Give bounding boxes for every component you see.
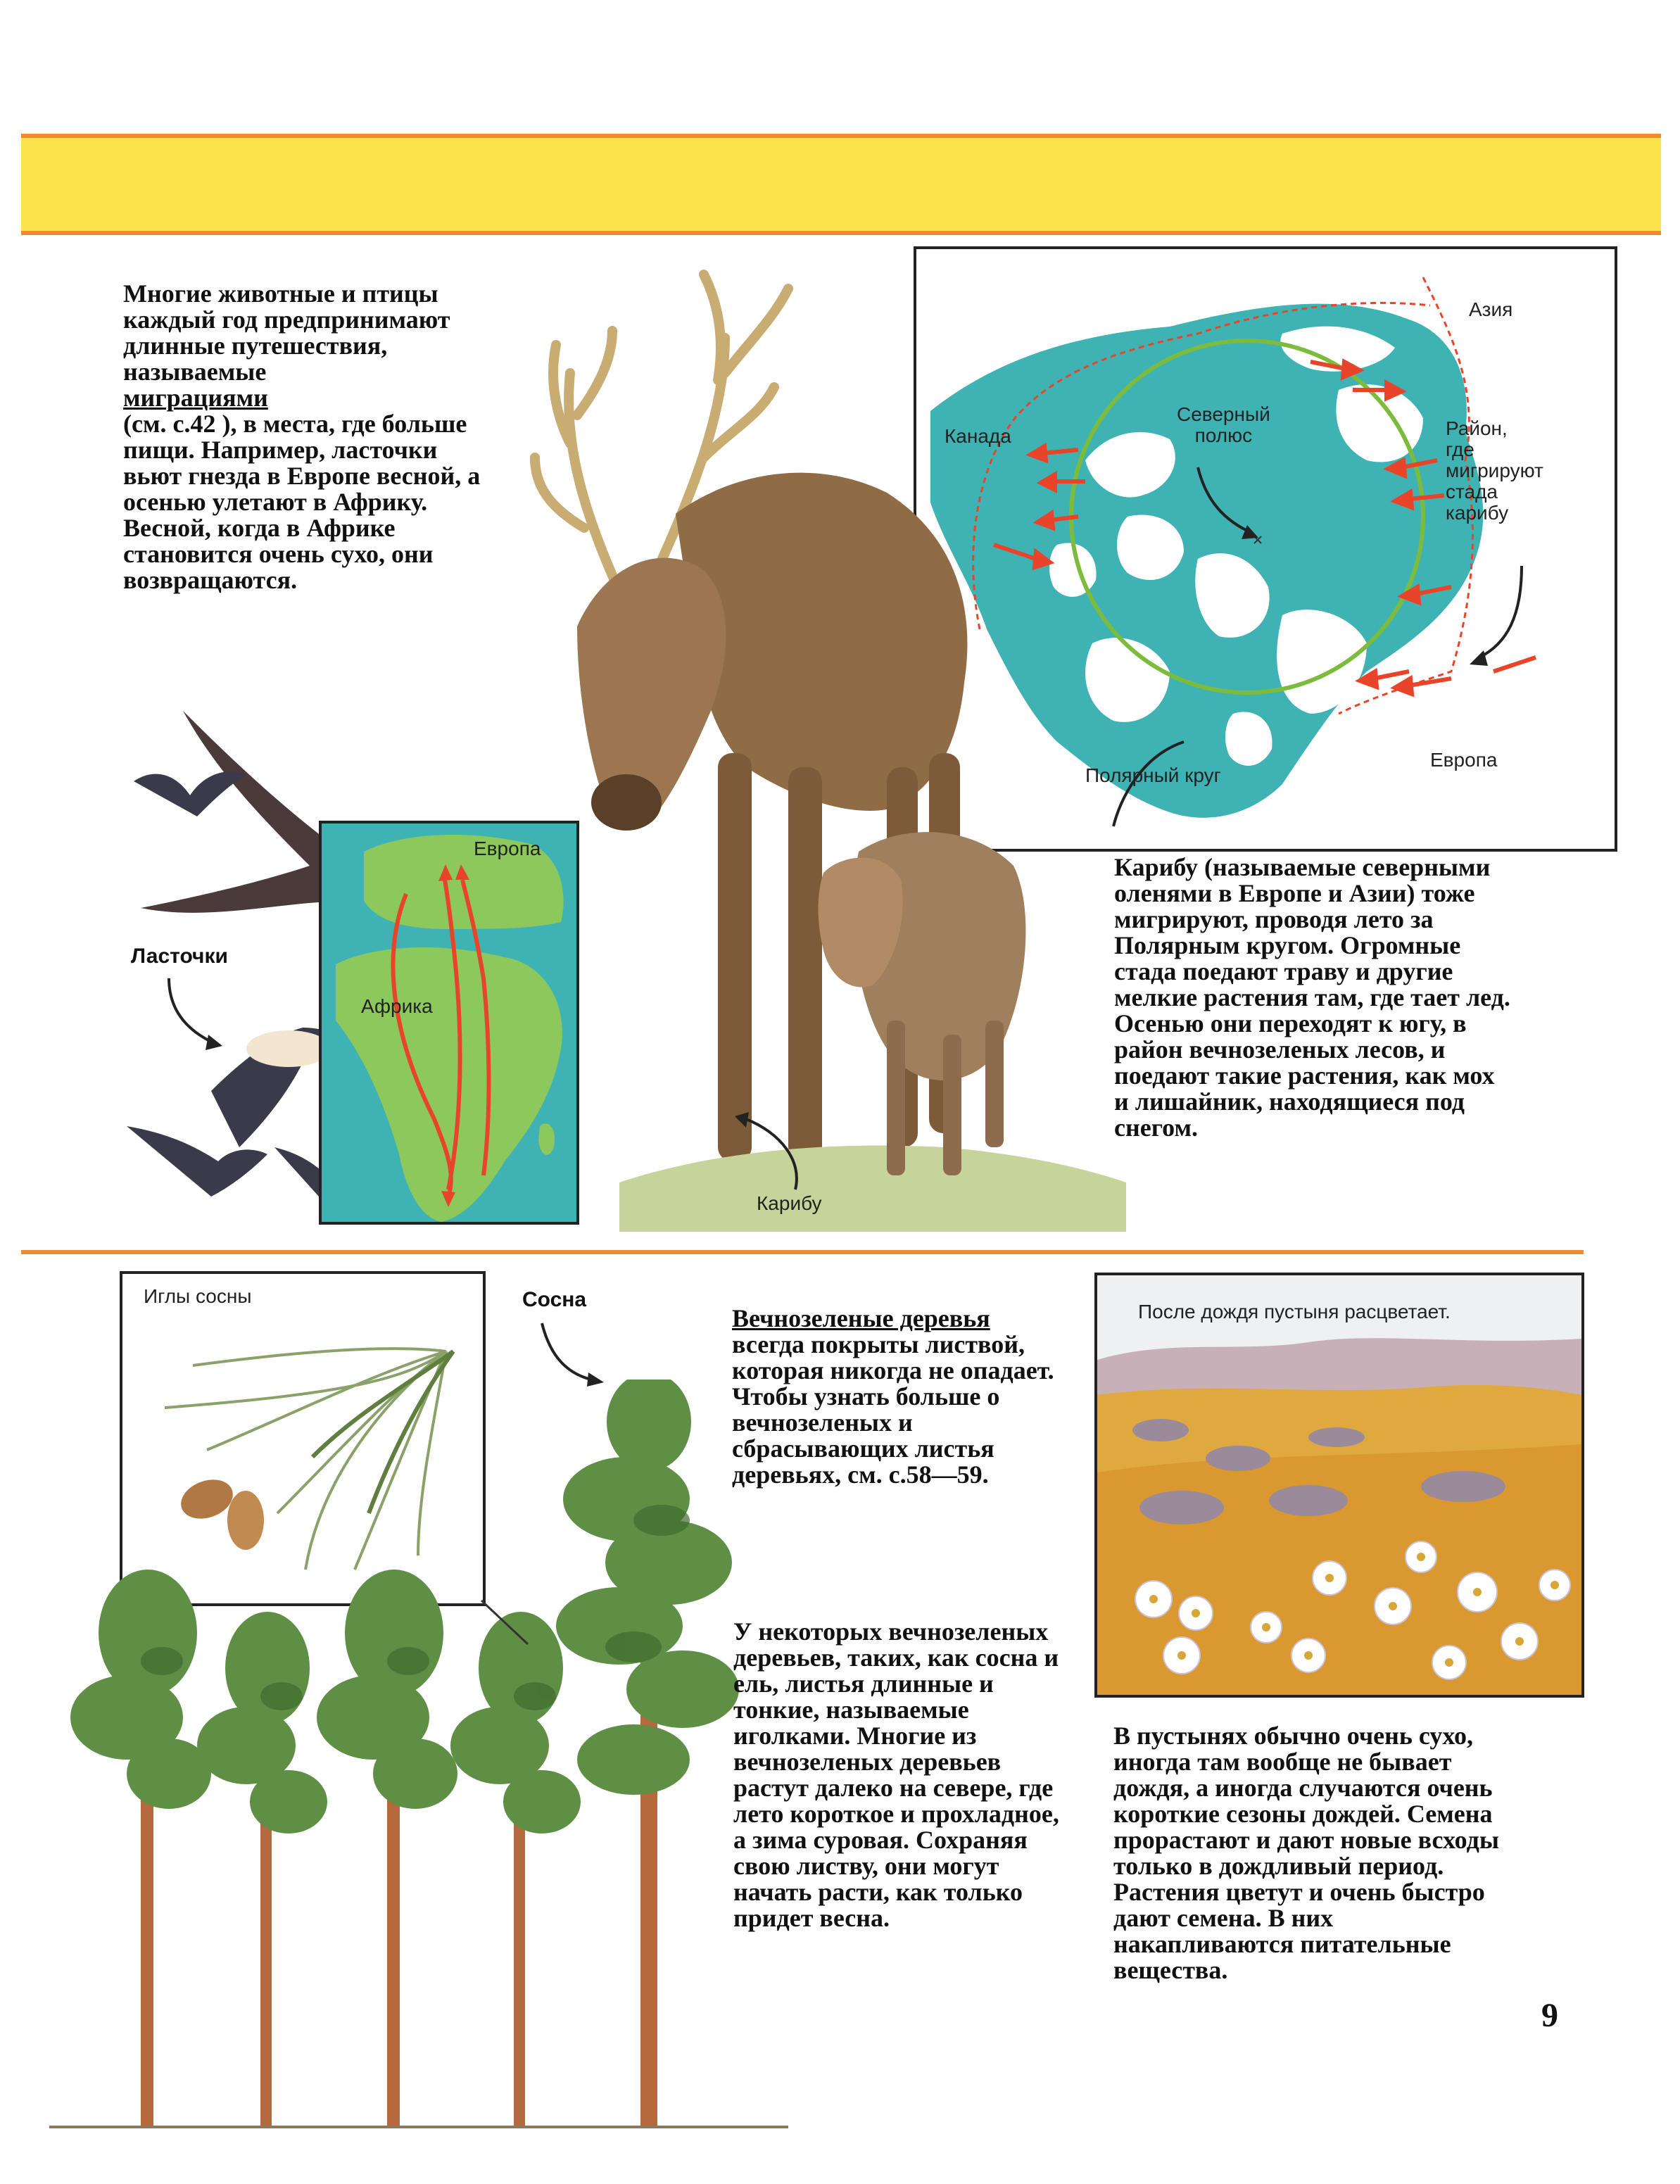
caribou-label: Карибу xyxy=(757,1192,822,1214)
canada-label: Канада xyxy=(945,425,1011,447)
pine-label: Сосна xyxy=(522,1288,587,1311)
asia-label: Азия xyxy=(1469,298,1513,320)
evergreen-term: Вечнозеленые деревья xyxy=(732,1304,990,1332)
pine-needles-label: Иглы сосны xyxy=(144,1285,252,1307)
north-pole-label: Северный полюс xyxy=(1177,403,1270,446)
caribou-illustration xyxy=(493,260,1140,1232)
intro-paragraph xyxy=(123,255,489,593)
desert-caption: После дождя пустыня расцветает. xyxy=(1138,1301,1451,1323)
section-divider xyxy=(21,1250,1584,1254)
migration-term: миграциями xyxy=(123,384,268,412)
desert-drawing xyxy=(1097,1275,1581,1695)
europe-label-arctic: Европа xyxy=(1430,749,1498,771)
caribou-paragraph: Карибу (называемые северными оленями в Европе и Азии) тоже мигрируют, проводя лето за Полярным кругом. Огромные стада поедают траву и другие мелкие растения там, где тает лед. Осенью они переходят к югу, в район вечнозеленых лесов, и поедают такие растения, как мох и лишайник, находящиеся под снегом. xyxy=(1114,853,1510,1142)
africa-map xyxy=(319,821,579,1225)
desert-inset xyxy=(1094,1273,1584,1698)
swallows-label: Ласточки xyxy=(131,945,228,968)
caribou-area-label: Район, где мигрируют стада карибу xyxy=(1446,417,1543,524)
pine-forest-illustration xyxy=(49,1380,788,2154)
header-band xyxy=(21,134,1661,235)
europe-label-africa: Европа xyxy=(474,838,541,859)
page-number: 9 xyxy=(1541,1997,1558,2034)
desert-paragraph: В пустынях обычно очень сухо, иногда там вообще не бывает дождя, а иногда случаются очень короткие сезоны дождей. Семена прорастают и дают новые всходы только в дождливый период. Растения цветут и очень быстро дают семена. В них накапливаются питательные вещества. xyxy=(1113,1722,1499,1984)
africa-map-drawing xyxy=(322,823,576,1222)
intro-text-before: Многие животные и птицы каждый год предпринимают длинные путешествия, называемые xyxy=(123,279,450,386)
evergreen-text: всегда покрыты листвой, которая никогда не опадает. Чтобы узнать больше о вечнозеленых и сбрасывающих листья деревьях, см. с.58—59. xyxy=(732,1330,1054,1489)
intro-text-after: (см. с.42 ), в места, где больше пищи. Например, ласточки вьют гнезда в Европе весной, а осенью улетают в Африку. Весной, когда в Африке становится очень сухо, они возвращаются. xyxy=(123,410,481,594)
arctic-circle-label: Полярный круг xyxy=(1085,764,1221,786)
africa-label: Африка xyxy=(361,995,433,1017)
evergreen-paragraph xyxy=(732,1280,1056,1488)
inset-connector-line xyxy=(479,1598,535,1654)
needles-paragraph: У некоторых вечнозеленых деревьев, таких, как сосна и ель, листья длинные и тонкие, называемые иголками. Многие из вечнозеленых деревьев растут далеко на севере, где лето короткое и прохладное, а зима суровая. Сохраняя свою листву, они могут начать расти, как только придет весна. xyxy=(733,1617,1059,1932)
